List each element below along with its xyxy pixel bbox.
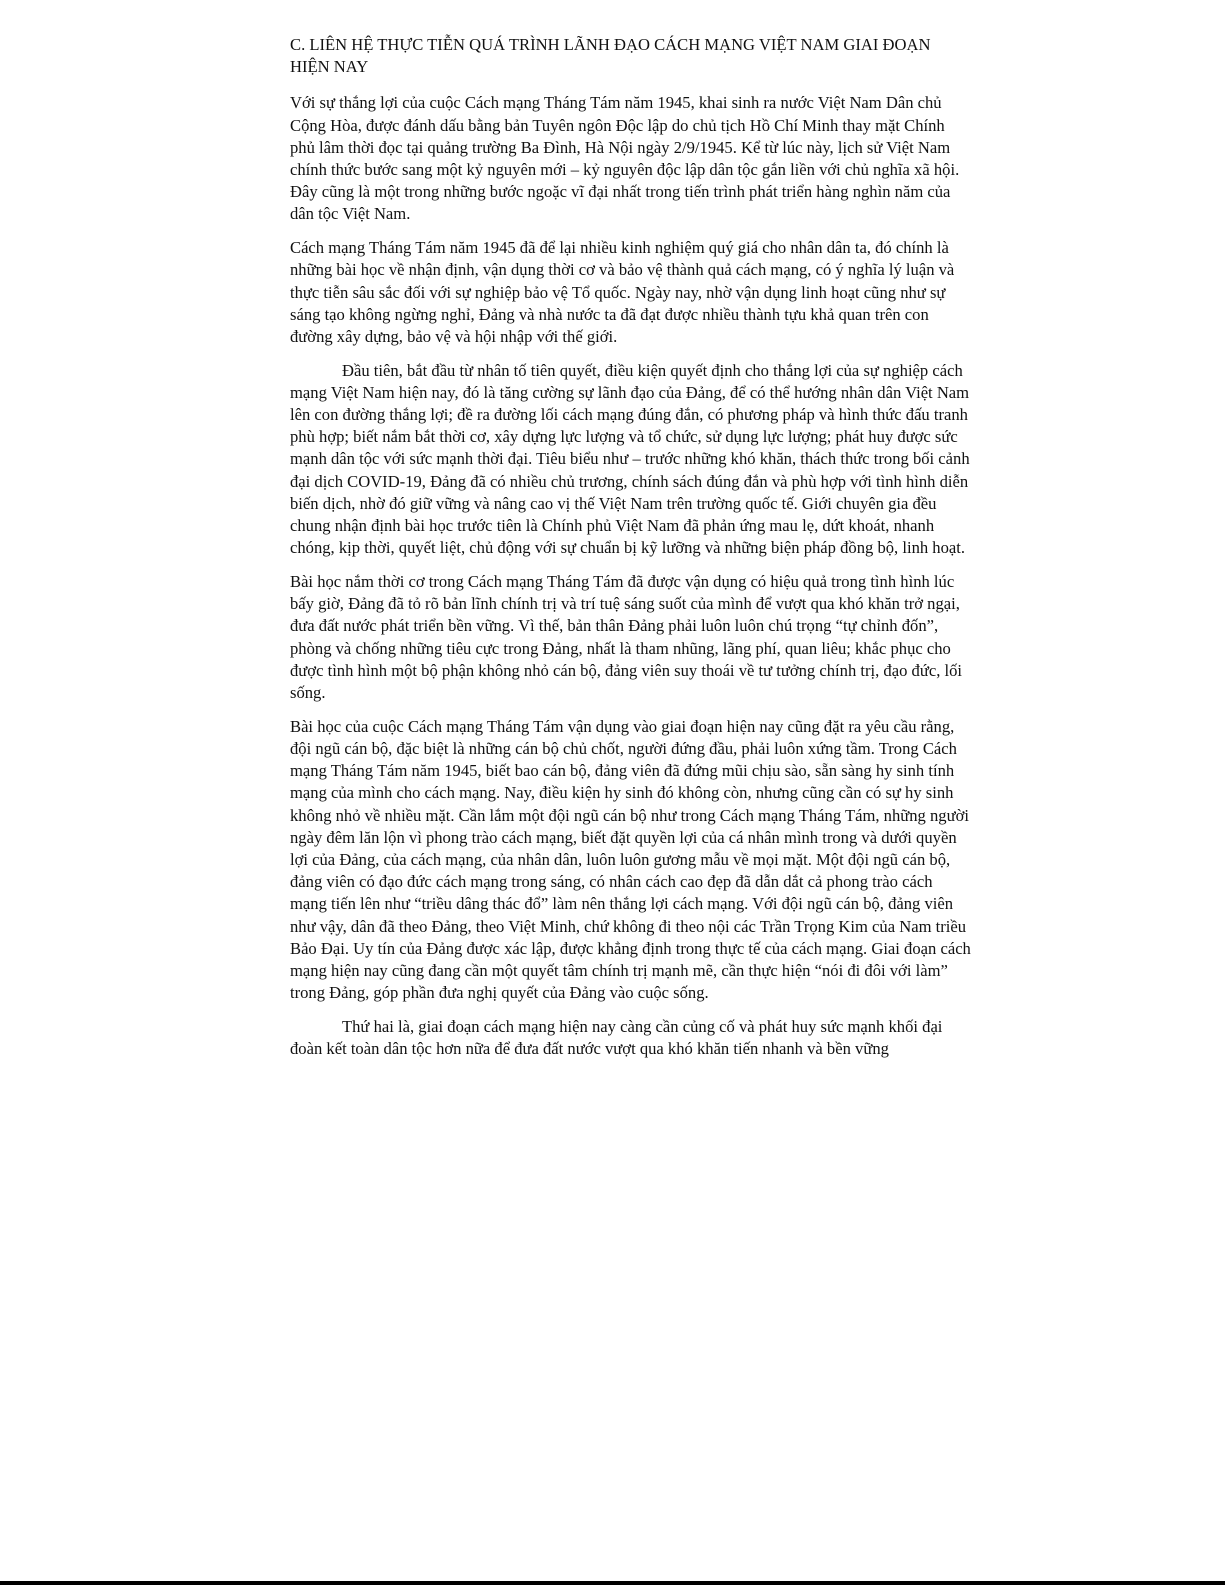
page-bottom-border <box>0 1581 1225 1585</box>
paragraph-intro: Với sự thắng lợi của cuộc Cách mạng Tháng Tám năm 1945, khai sinh ra nước Việt Nam Dân chủ Cộng Hòa, được đánh dấu bằng bản Tuyên ngôn Độc lập do chủ tịch Hồ Chí Minh thay mặt Chính phủ lâm thời đọc tại quảng trường Ba Đình, Hà Nội ngày 2/9/1945. Kể từ lúc này, lịch sử Việt Nam chính thức bước sang một kỷ nguyên mới – kỷ nguyên độc lập dân tộc gắn liền với chủ nghĩa xã hội. Đây cũng là một trong những bước ngoặc vĩ đại nhất trong tiến trình phát triển hàng nghìn năm của dân tộc Việt Nam. <box>290 93 960 224</box>
paragraph-first-point: Đầu tiên, bắt đầu từ nhân tố tiên quyết, điều kiện quyết định cho thắng lợi của sự nghiệp cách mạng Việt Nam hiện nay, đó là tăng cường sự lãnh đạo của Đảng, để có thể hướng nhân dân Việt Nam lên con đường thắng lợi; đề ra đường lối cách mạng đúng đắn, có phương pháp và hình thức đấu tranh phù hợp; biết nắm bắt thời cơ, xây dựng lực lượng và tổ chức, sử dụng lực lượng; phát huy được sức mạnh dân tộc với sức mạnh thời đại. Tiêu biểu như – trước những khó khăn, thách thức trong bối cảnh đại dịch COVID-19, Đảng đã có nhiều chủ trương, chính sách đúng đắn và phù hợp với tình hình diễn biến dịch, nhờ đó giữ vững và nâng cao vị thế Việt Nam trên trường quốc tế. Giới chuyên gia đều chung nhận định bài học trước tiên là Chính phủ Việt Nam đã phản ứng mau lẹ, dứt khoát, nhanh chóng, kịp thời, quyết liệt, chủ động với sự chuẩn bị kỹ lưỡng và những biện pháp đồng bộ, linh hoạt. <box>290 360 970 558</box>
paragraph-seize-opportunity: Bài học nắm thời cơ trong Cách mạng Tháng Tám đã được vận dụng có hiệu quả trong tình hình lúc bấy giờ, Đảng đã tỏ rõ bản lĩnh chính trị và trí tuệ sáng suốt của mình để vượt qua khó khăn trở ngại, đưa đất nước phát triển bền vững. Vì thế, bản thân Đảng phải luôn luôn chú trọng “tự chỉnh đốn”, phòng và chống những tiêu cực trong Đảng, nhất là tham nhũng, lãng phí, quan liêu; khắc phục cho được tình hình một bộ phận không nhỏ cán bộ, đảng viên suy thoái về tư tưởng chính trị, đạo đức, lối sống. <box>290 571 963 702</box>
section-heading: C. LIÊN HỆ THỰC TIỄN QUÁ TRÌNH LÃNH ĐẠO CÁCH MẠNG VIỆT NAM GIAI ĐOẠN HIỆN NAY <box>290 35 931 77</box>
document-page <box>290 34 972 1072</box>
paragraph-lessons: Cách mạng Tháng Tám năm 1945 đã để lại nhiều kinh nghiệm quý giá cho nhân dân ta, đó chính là những bài học về nhận định, vận dụng thời cơ và bảo vệ thành quả cách mạng, có ý nghĩa lý luận và thực tiễn sâu sắc đối với sự nghiệp bảo vệ Tổ quốc. Ngày nay, nhờ vận dụng linh hoạt cũng như sự sáng tạo không ngừng nghỉ, Đảng và nhà nước ta đã đạt được nhiều thành tựu khả quan trên con đường xây dựng, bảo vệ và hội nhập với thế giới. <box>290 238 955 346</box>
paragraph-second-point: Thứ hai là, giai đoạn cách mạng hiện nay càng cần củng cố và phát huy sức mạnh khối đại đoàn kết toàn dân tộc hơn nữa để đưa đất nước vượt qua khó khăn tiến nhanh và bền vững <box>290 1016 943 1059</box>
paragraph-cadres: Bài học của cuộc Cách mạng Tháng Tám vận dụng vào giai đoạn hiện nay cũng đặt ra yêu cầu rằng, đội ngũ cán bộ, đặc biệt là những cán bộ chủ chốt, người đứng đầu, phải luôn xứng tầm. Trong Cách mạng Tháng Tám năm 1945, biết bao cán bộ, đảng viên đã đứng mũi chịu sào, sẵn sàng hy sinh tính mạng của mình cho cách mạng. Nay, điều kiện hy sinh đó không còn, nhưng cũng cần có sự hy sinh không nhỏ về nhiều mặt. Cần lắm một đội ngũ cán bộ như trong Cách mạng Tháng Tám, những người ngày đêm lăn lộn vì phong trào cách mạng, biết đặt quyền lợi của cá nhân mình trong và dưới quyền lợi của Đảng, của cách mạng, của nhân dân, luôn luôn gương mẫu về mọi mặt. Một đội ngũ cán bộ, đảng viên có đạo đức cách mạng trong sáng, có nhân cách cao đẹp đã dẫn dắt cả phong trào cách mạng tiến lên như “triều dâng thác đổ” làm nên thắng lợi cách mạng. Với đội ngũ cán bộ, đảng viên như vậy, dân đã theo Đảng, theo Việt Minh, chứ không đi theo nội các Trần Trọng Kim của Nam triều Bảo Đại. Uy tín của Đảng được xác lập, được khẳng định trong thực tế của cách mạng. Giai đoạn cách mạng hiện nay cũng đang cần một quyết tâm chính trị mạnh mẽ, cần thực hiện “nói đi đôi với làm” trong Đảng, góp phần đưa nghị quyết của Đảng vào cuộc sống. <box>290 716 971 1003</box>
